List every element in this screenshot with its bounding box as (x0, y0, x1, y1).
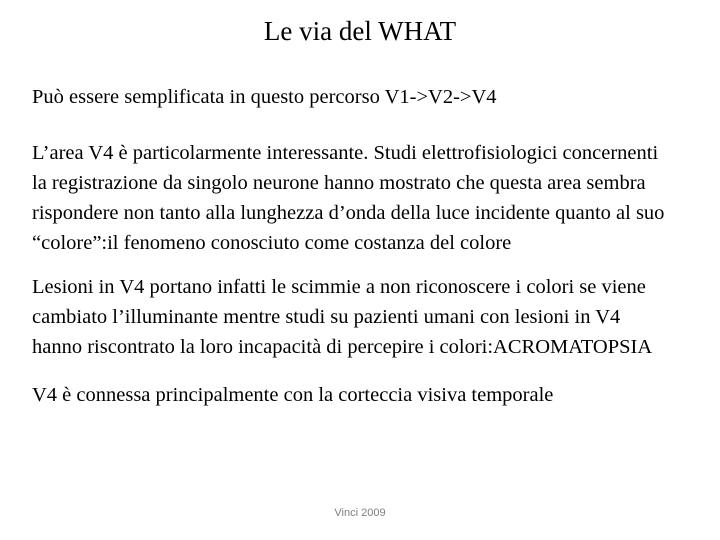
slide-footer: Vinci 2009 (334, 507, 386, 519)
paragraph-v4-connection: V4 è connessa principalmente con la corteccia visiva temporale (32, 384, 554, 406)
slide-body (32, 82, 672, 410)
paragraph-lesions: Lesioni in V4 portano infatti le scimmie a non riconoscere i colori se viene cambiato l’illuminante mentre studi su pazienti umani con lesioni in V4 hanno riscontrato la loro incapacità di percepire i colori:ACROMATOPSIA (32, 276, 653, 358)
paragraph-pathway: Può essere semplificata in questo percorso V1->V2->V4 (32, 86, 497, 108)
slide-title: Le via del WHAT (263, 16, 457, 46)
paragraph-v4-area: L’area V4 è particolarmente interessante. Studi elettrofisiologici concernenti la registrazione da singolo neurone hanno mostrato che questa area sembra rispondere non tanto alla lunghezza d’onda della luce incidente quanto al suo “colore”:il fenomeno conosciuto come costanza del colore (32, 142, 665, 254)
